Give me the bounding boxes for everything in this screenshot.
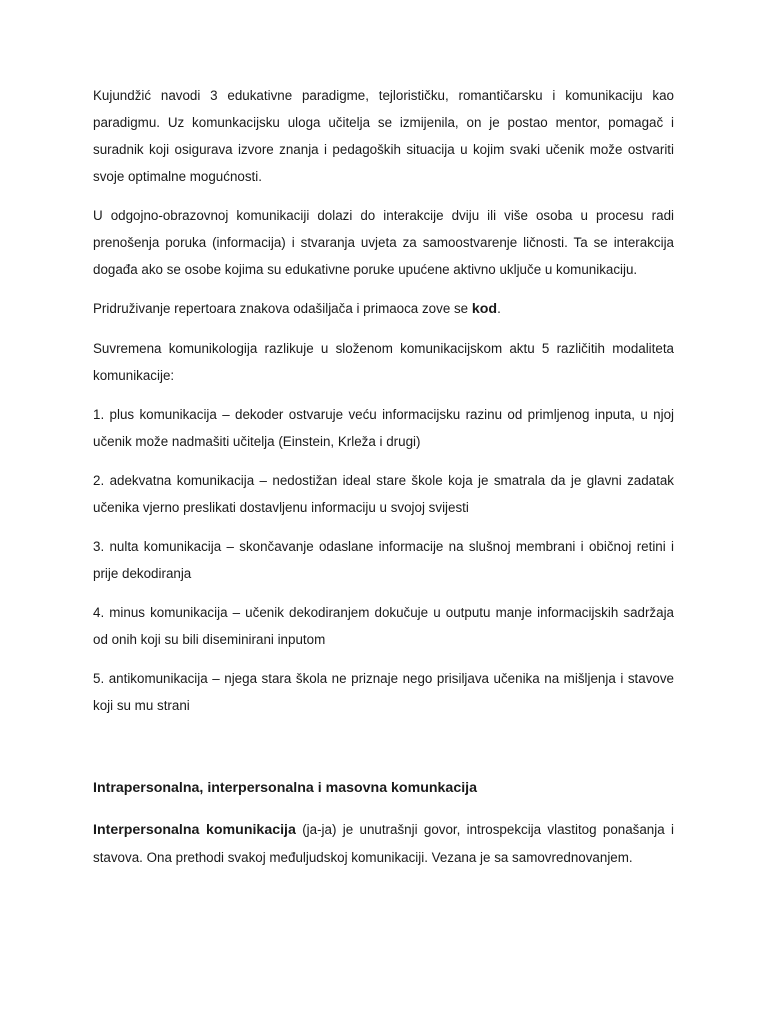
paragraph-interaction: U odgojno-obrazovnoj komunikaciji dolazi do interakcije dviju ili više osoba u procesu radi prenošenja poruka (informacija) i stvaranja uvjeta za samoostvarenje ličnosti. Ta se interakcija događa ako se osobe kojima su edukativne poruke upućene aktivno uključe u komunikaciju. <box>93 208 674 277</box>
kod-text-after: . <box>497 301 501 316</box>
modality-item-3: 3. nulta komunikacija – skončavanje odaslane informacije na slušnoj membrani i običnoj retini i prije dekodiranja <box>93 539 674 581</box>
modality-item-1: 1. plus komunikacija – dekoder ostvaruje veću informacijsku razinu od primljenog inputa, u njoj učenik može nadmašiti učitelja (Einstein, Krleža i drugi) <box>93 407 674 449</box>
paragraph-kod <box>93 295 674 323</box>
paragraph-paradigms: Kujundžić navodi 3 edukativne paradigme, tejlorističku, romantičarsku i komunikaciju kao paradigmu. Uz komunkacijsku uloga učitelja se izmijenila, on je postao mentor, pomagač i suradnik koji osigurava izvore znanja i pedagoških situacija u kojim svaki učenik može ostvariti svoje optimalne mogućnosti. <box>93 88 674 184</box>
interpersonal-term: Interpersonalna komunikacija <box>93 822 296 838</box>
section-heading: Intrapersonalna, interpersonalna i masovna komunkacija <box>93 780 477 796</box>
modality-item-4: 4. minus komunikacija – učenik dekodiranjem dokučuje u outputu manje informacijskih sadržaja od onih koji su bili diseminirani inputom <box>93 605 674 647</box>
interpersonal-text: (ja-ja) je unutrašnji govor, introspekcija vlastitog ponašanja i stavova. Ona prethodi svakoj međuljudskoj komunikaciji. Vezana je sa samovrednovanjem. <box>93 822 674 865</box>
kod-term: kod <box>471 301 498 317</box>
modality-item-2: 2. adekvatna komunikacija – nedostižan ideal stare škole koja je smatrala da je glavni zadatak učenika vjerno preslikati dostavljenu informaciju u svojoj svijesti <box>93 473 674 515</box>
kod-text-before: Pridruživanje repertoara znakova odašiljača i primaoca zove se <box>93 301 472 316</box>
paragraph-modalities-intro: Suvremena komunikologija razlikuje u složenom komunikacijskom aktu 5 različitih modaliteta komunikacije: <box>93 341 674 383</box>
modality-item-5: 5. antikomunikacija – njega stara škola ne priznaje nego prisiljava učenika na mišljenja i stavove koji su mu strani <box>93 671 674 713</box>
paragraph-interpersonal <box>93 816 674 871</box>
